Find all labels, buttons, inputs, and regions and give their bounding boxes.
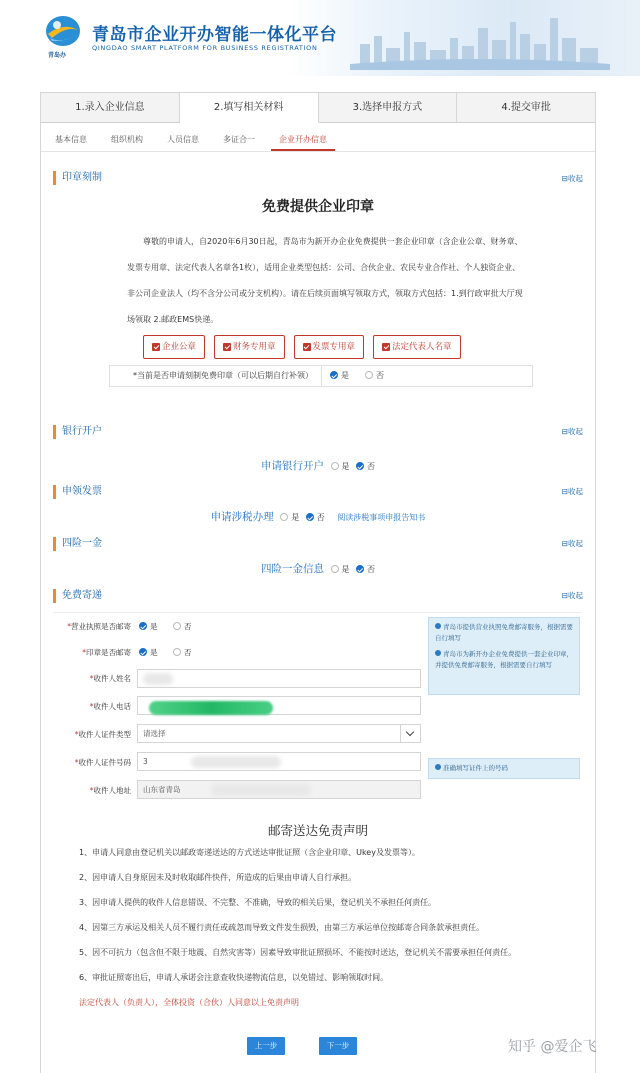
radio-icon bbox=[280, 513, 288, 521]
checkbox-checked-icon bbox=[303, 343, 311, 351]
seal-company-button[interactable]: 企业公章 bbox=[143, 335, 205, 359]
step-4-tab[interactable]: 4.提交审批 bbox=[457, 93, 595, 122]
declaration-list bbox=[79, 847, 579, 997]
address-input[interactable]: 山东省青岛 bbox=[137, 780, 421, 799]
redacted-id-number bbox=[191, 756, 281, 768]
seal-mail-tip: 青岛市为新开办企业免费提供一套企业印章，并提供免费邮寄服务，根据需要自行填写 bbox=[428, 645, 580, 695]
invoice-no-radio[interactable]: 否 bbox=[306, 513, 325, 522]
seal-mail-label: *印章是否邮寄 bbox=[82, 648, 131, 657]
platform-logo-icon bbox=[44, 12, 82, 50]
declaration-item: 4、因第三方承运及相关人员不履行责任或疏忽而导致文件发生损毁，由第三方承运单位按邮寄合同条款承担责任。 bbox=[79, 923, 485, 932]
recipient-name-input[interactable] bbox=[137, 669, 421, 688]
chevron-down-icon bbox=[400, 725, 420, 742]
radio-checked-icon bbox=[306, 513, 314, 521]
bank-question-row bbox=[41, 458, 595, 473]
city-skyline-icon bbox=[350, 14, 610, 70]
license-mail-no-radio[interactable]: 否 bbox=[173, 621, 192, 632]
next-step-button[interactable]: 下一步 bbox=[319, 1037, 357, 1055]
id-type-select[interactable]: 请选择 bbox=[137, 724, 421, 743]
redacted-name bbox=[143, 673, 173, 685]
bank-no-radio[interactable]: 否 bbox=[356, 462, 375, 471]
step-3-tab[interactable]: 3.选择申报方式 bbox=[319, 93, 458, 122]
redacted-address bbox=[211, 784, 311, 796]
declaration-item: 5、因不可抗力（包含但不限于地震、自然灾害等）因素导致审批证照损坏、不能按时送达，登记机关不需要承担任何责任。 bbox=[79, 948, 517, 957]
logo-caption: 青岛办 bbox=[48, 52, 67, 59]
insurance-question-label: 四险一金信息 bbox=[260, 563, 324, 575]
invoice-question-label: 申请涉税办理 bbox=[210, 511, 274, 523]
platform-subtitle: QINGDAO SMART PLATFORM FOR BUSINESS REGISTRATION bbox=[92, 44, 318, 52]
checkbox-checked-icon bbox=[223, 343, 231, 351]
insurance-no-radio[interactable]: 否 bbox=[356, 565, 375, 574]
invoice-question-row bbox=[41, 509, 595, 524]
mail-collapse-button[interactable]: ⊟收起 bbox=[561, 591, 583, 600]
seal-finance-button[interactable]: 财务专用章 bbox=[214, 335, 285, 359]
radio-icon bbox=[173, 648, 181, 656]
license-mail-tip: 青岛市提供营业执照免费邮寄服务，根据需要自行填写 bbox=[428, 617, 580, 649]
id-type-label: *收件人证件类型 bbox=[74, 730, 131, 739]
step-tabs bbox=[41, 93, 595, 123]
seal-apply-label: *当前是否申请刻制免费印章（可以后期自行补领） bbox=[110, 366, 322, 386]
section-mail-title: 免费寄递 bbox=[53, 589, 102, 603]
seal-description: 尊敬的申请人，自2020年6月30日起，青岛市为新开办企业免费提供一套企业印章（含企业公章、财务章、发票专用章、法定代表人名章各1枚），适用企业类型包括：公司、合伙企业、农民专业合作社、个人独资企业、非公司企业法人（均不含分公司或分支机构）。请在后续页面填写领取方式，领取方式包括：1.到行政审批大厅现场领取 2.邮政EMS快递。 bbox=[127, 237, 523, 324]
subtab-organization[interactable]: 组织机构 bbox=[111, 135, 143, 144]
bank-collapse-button[interactable]: ⊟收起 bbox=[561, 427, 583, 436]
id-number-label: *收件人证件号码 bbox=[74, 758, 131, 767]
declaration-item: 2、因申请人自身原因未及时收取邮件快件，所造成的后果由申请人自行承担。 bbox=[79, 873, 357, 882]
radio-icon bbox=[331, 565, 339, 573]
radio-checked-icon bbox=[356, 462, 364, 470]
recipient-phone-label: *收件人电话 bbox=[89, 702, 131, 711]
info-icon bbox=[435, 764, 441, 770]
seal-apply-row bbox=[109, 365, 533, 387]
invoice-collapse-button[interactable]: ⊟收起 bbox=[561, 487, 583, 496]
seal-invoice-button[interactable]: 发票专用章 bbox=[294, 335, 365, 359]
declaration-item: 1、申请人同意由登记机关以邮政寄递送达的方式送达审批证照（含企业印章、Ukey及发票等）。 bbox=[79, 848, 420, 857]
header-banner bbox=[0, 0, 640, 76]
insurance-question-row bbox=[41, 561, 595, 576]
subtab-business-opening[interactable]: 企业开办信息 bbox=[271, 131, 335, 151]
seal-heading: 免费提供企业印章 bbox=[262, 199, 374, 215]
section-bank-title: 银行开户 bbox=[53, 425, 102, 439]
step-2-tab[interactable]: 2.填写相关材料 bbox=[180, 93, 319, 123]
redacted-phone bbox=[149, 701, 273, 715]
radio-icon bbox=[365, 371, 373, 379]
subtab-basic-info[interactable]: 基本信息 bbox=[55, 135, 87, 144]
declaration-item: 6、审批证照寄出后，申请人承诺会注意查收快递物流信息，以免错过、影响领取时间。 bbox=[79, 973, 389, 982]
declaration-title: 邮寄送达免责声明 bbox=[267, 823, 368, 838]
radio-checked-icon bbox=[330, 371, 338, 379]
subtab-divider bbox=[41, 151, 595, 152]
checkbox-checked-icon bbox=[382, 343, 390, 351]
seal-mail-yes-radio[interactable]: 是 bbox=[139, 647, 158, 658]
seal-apply-yes-radio[interactable]: 是 bbox=[330, 366, 349, 386]
address-label: *收件人地址 bbox=[89, 786, 131, 795]
prev-step-button[interactable]: 上一步 bbox=[247, 1037, 285, 1055]
info-icon bbox=[435, 623, 441, 629]
section-insurance-title: 四险一金 bbox=[53, 537, 102, 551]
radio-checked-icon bbox=[356, 565, 364, 573]
radio-checked-icon bbox=[139, 648, 147, 656]
declaration-consent-note: 法定代表人（负责人），全体投资（合伙）人同意以上免责声明 bbox=[79, 998, 299, 1007]
seal-legal-rep-button[interactable]: 法定代表人名章 bbox=[373, 335, 461, 359]
bank-yes-radio[interactable]: 是 bbox=[331, 462, 350, 471]
tax-notice-link[interactable]: 阅读涉税事项申报告知书 bbox=[337, 513, 426, 522]
section-invoice-title: 申领发票 bbox=[53, 485, 102, 499]
radio-icon bbox=[173, 622, 181, 630]
zhihu-watermark: 知乎 @爱企飞 bbox=[508, 1039, 597, 1055]
seal-collapse-button[interactable]: ⊟收起 bbox=[561, 174, 583, 183]
subtab-personnel[interactable]: 人员信息 bbox=[167, 135, 199, 144]
id-number-tip: 准确填写证件上的号码 bbox=[428, 758, 580, 779]
step-1-tab[interactable]: 1.录入企业信息 bbox=[41, 93, 180, 122]
radio-icon bbox=[331, 462, 339, 470]
insurance-collapse-button[interactable]: ⊟收起 bbox=[561, 539, 583, 548]
subtab-multi-license[interactable]: 多证合一 bbox=[223, 135, 255, 144]
license-mail-label: *营业执照是否邮寄 bbox=[67, 622, 131, 631]
seal-mail-no-radio[interactable]: 否 bbox=[173, 647, 192, 658]
invoice-yes-radio[interactable]: 是 bbox=[280, 513, 299, 522]
license-mail-yes-radio[interactable]: 是 bbox=[139, 621, 158, 632]
sub-tabs bbox=[47, 131, 343, 151]
seal-apply-no-radio[interactable]: 否 bbox=[365, 366, 384, 386]
seal-type-list bbox=[143, 335, 461, 359]
main-panel bbox=[40, 92, 596, 1073]
section-seal-title: 印章刻制 bbox=[53, 171, 102, 185]
insurance-yes-radio[interactable]: 是 bbox=[331, 565, 350, 574]
info-icon bbox=[435, 650, 441, 656]
recipient-name-label: *收件人姓名 bbox=[89, 674, 131, 683]
id-number-input[interactable]: 3 bbox=[137, 752, 421, 771]
platform-title: 青岛市企业开办智能一体化平台 bbox=[92, 25, 337, 45]
bank-question-label: 申请银行开户 bbox=[260, 460, 324, 472]
radio-checked-icon bbox=[139, 622, 147, 630]
declaration-item: 3、因申请人提供的收件人信息错误、不完整、不准确，导致的相关后果，登记机关不承担任何责任。 bbox=[79, 898, 437, 907]
checkbox-checked-icon bbox=[152, 343, 160, 351]
mail-divider bbox=[53, 612, 581, 613]
